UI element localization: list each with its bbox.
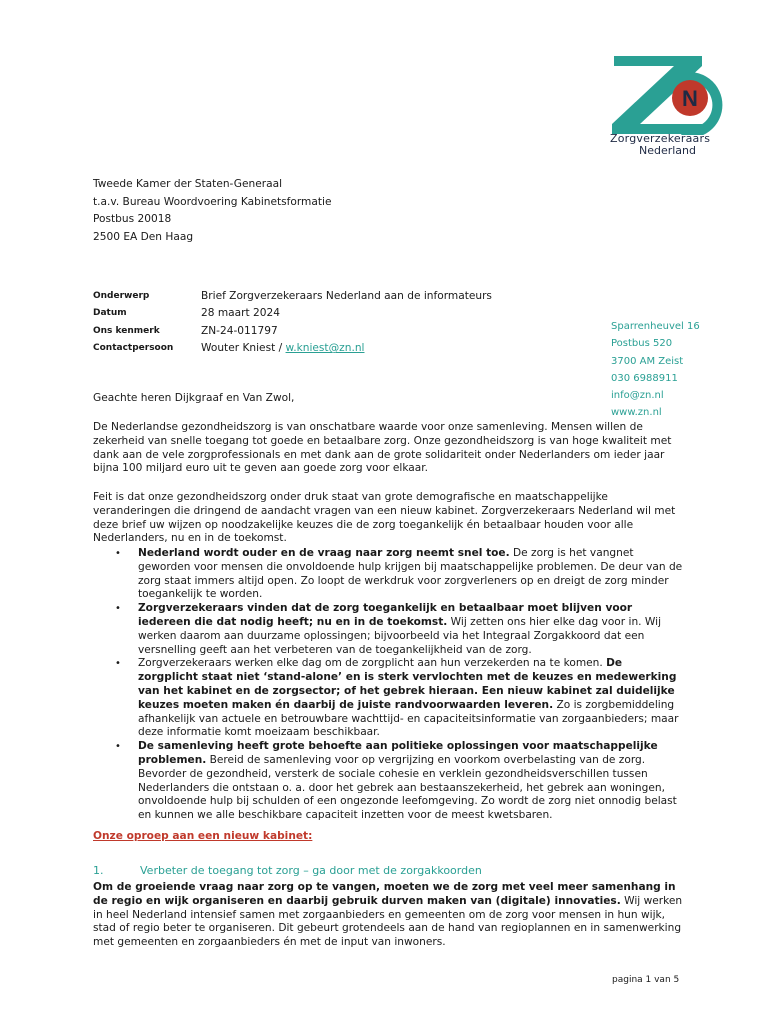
letter-meta <box>93 287 492 357</box>
svg-text:N: N <box>682 86 698 111</box>
meta-subject-row <box>93 287 492 305</box>
bullet-icon: • <box>115 658 121 670</box>
addressee-line: Tweede Kamer der Staten-Generaal <box>93 178 283 190</box>
bullet-icon: • <box>115 603 121 615</box>
reference-label: Ons kenmerk <box>93 325 160 336</box>
contact-email-link[interactable]: w.kniest@zn.nl <box>285 342 365 355</box>
date-label: Datum <box>93 308 127 319</box>
subject-label: Onderwerp <box>93 290 150 301</box>
paragraph-text: Wij werken in heel Nederland intensief samen met zorgaanbieders en gemeenten om de zorg voor mensen in hun wijk, stad of regio beter te organiseren. Dit gebeurt grotendeels aan de hand van regioplannen en in samenwerking met gemeenten en zorgaanbieders én met de input van inwoners. <box>93 894 683 949</box>
bullet-text: Bereid de samenleving voor op vergrijzing en voorkom overbelasting van de zorg. Bevorder de gezondheid, versterk de sociale cohesie en verklein gezondheidsverschillen tussen Nederlanders die ontstaan o. a. door het gebrek aan bestaanszekerheid, het gebrek aan woningen, onvoldoende hulp bij schulden of een ongezonde leefomgeving. Zo wordt de zorg niet onnodig belast en kunnen we alle beschikbare capaciteit inzetten voor de meest kwetsbaren. <box>138 753 677 822</box>
meta-date-row <box>93 305 492 323</box>
paragraph-bold: Om de groeiende vraag naar zorg op te vangen, moeten we de zorg met veel meer samenhang in de regio en wijk organiseren en daarbij gebruik durven maken van (digitale) innovaties. <box>93 881 676 907</box>
bullet-text: Wij zetten ons hier elke dag voor in. Wij werken daarom aan duurzame oplossingen; bijvoorbeeld via het Integraal Zorgakkoord dat een versnelling geeft aan het verbeteren van de toegankelijkheid van de zorg. <box>138 615 662 656</box>
list-item <box>93 657 683 740</box>
page-number: pagina 1 van 5 <box>612 975 680 985</box>
contact-value <box>201 342 364 354</box>
addressee-line: Postbus 20018 <box>93 213 172 225</box>
bullet-text: De zorg is het vangnet geworden voor mensen die onvoldoende hulp krijgen bij maatschappelijke problemen. De deur van de zorg staat immers altijd open. Zo loopt de werkdruk voor zorgverleners op en dreigt de zorg minder toegankelijk te worden. <box>138 547 683 601</box>
zn-logo-mark <box>610 50 730 135</box>
contact-label: Contactpersoon <box>93 343 174 354</box>
addressee-block <box>93 176 331 246</box>
sender-city: 3700 AM Zeist <box>611 355 684 367</box>
reference-value: ZN-24-011797 <box>201 324 278 337</box>
section-title: Verbeter de toegang tot zorg – ga door met de zorgakkoorden <box>140 864 482 877</box>
logo-wordmark <box>610 133 725 157</box>
section-heading-1 <box>93 864 683 878</box>
addressee-line: t.a.v. Bureau Woordvoering Kabinetsformatie <box>93 195 332 208</box>
list-item <box>93 740 683 823</box>
bullet-list <box>93 547 683 823</box>
sender-phone: 030 6988911 <box>611 372 678 384</box>
bullet-text: Zo is zorgbemiddeling afhankelijk van actuele en betrouwbare wachttijd- en capaciteitsinformatie van zorgaanbieders; maar deze informatie komt moeizaam beschikbaar. <box>138 698 679 739</box>
bullet-bold: De samenleving heeft grote behoefte aan politieke oplossingen voor maatschappelijke problemen. <box>138 740 658 766</box>
paragraph-pressure: Feit is dat onze gezondheidszorg onder druk staat van grote demografische en maatschappelijke veranderingen die dringend de aandacht vragen van een nieuw kabinet. Zorgverzekeraars Nederland wil met deze brief uw wijzen op noodzakelijke keuzes die de zorg toegankelijk én betaalbaar houden voor alle Nederlanders, nu en in de toekomst. <box>93 491 676 545</box>
meta-contact-row <box>93 340 492 358</box>
sender-street: Sparrenheuvel 16 <box>611 321 700 332</box>
list-item <box>93 547 683 602</box>
meta-reference-row <box>93 322 492 340</box>
logo-line-2: Nederland <box>638 144 697 157</box>
bullet-bold: Nederland wordt ouder en de vraag naar zorg neemt snel toe. <box>138 547 510 559</box>
sender-postbus: Postbus 520 <box>611 338 673 350</box>
date-value: 28 maart 2024 <box>201 307 280 320</box>
subject-value: Brief Zorgverzekeraars Nederland aan de informateurs <box>201 289 492 302</box>
contact-name: Wouter Kniest / <box>201 342 286 355</box>
bullet-icon: • <box>115 548 121 559</box>
bullet-pre: Zorgverzekeraars werken elke dag om de zorgplicht aan hun verzekerden na te komen. <box>138 657 607 670</box>
sender-website[interactable]: www.zn.nl <box>611 407 662 419</box>
paragraph-access <box>93 881 683 950</box>
logo-line-1: Zorgverzekeraars <box>610 132 711 145</box>
bullet-icon: • <box>115 741 121 753</box>
section-number: 1. <box>93 864 104 877</box>
list-item <box>93 602 683 657</box>
addressee-line: 2500 EA Den Haag <box>93 230 194 243</box>
call-to-cabinet-heading: Onze oproep aan een nieuw kabinet: <box>93 830 313 842</box>
sender-address <box>611 318 700 422</box>
bullet-bold: Zorgverzekeraars vinden dat de zorg toegankelijk en betaalbaar moet blijven voor iedereen die dat nodig heeft; nu en in de toekomst. <box>138 602 633 628</box>
salutation: Geachte heren Dijkgraaf en Van Zwol, <box>93 392 295 404</box>
sender-email[interactable]: info@zn.nl <box>611 390 664 402</box>
paragraph-intro: De Nederlandse gezondheidszorg is van onschatbare waarde voor onze samenleving. Mensen willen de zekerheid van snelle toegang tot goede en betaalbare zorg. Onze gezondheidszorg is van hoge kwaliteit met dank aan de vele zorgprofessionals en met dank aan de grote solidariteit onder Nederlanders om ieder jaar bijna 100 miljard euro uit te geven aan goede zorg voor elkaar. <box>93 421 672 475</box>
bullet-bold: De zorgplicht staat niet ‘stand-alone’ en is sterk vervlochten met de keuzes en medewerking van het kabinet en de zorgsector; of het gebrek hieraan. Een nieuw kabinet zal duidelijke keuzes moeten maken én daarbij de juiste randvoorwaarden leveren. <box>138 657 677 711</box>
